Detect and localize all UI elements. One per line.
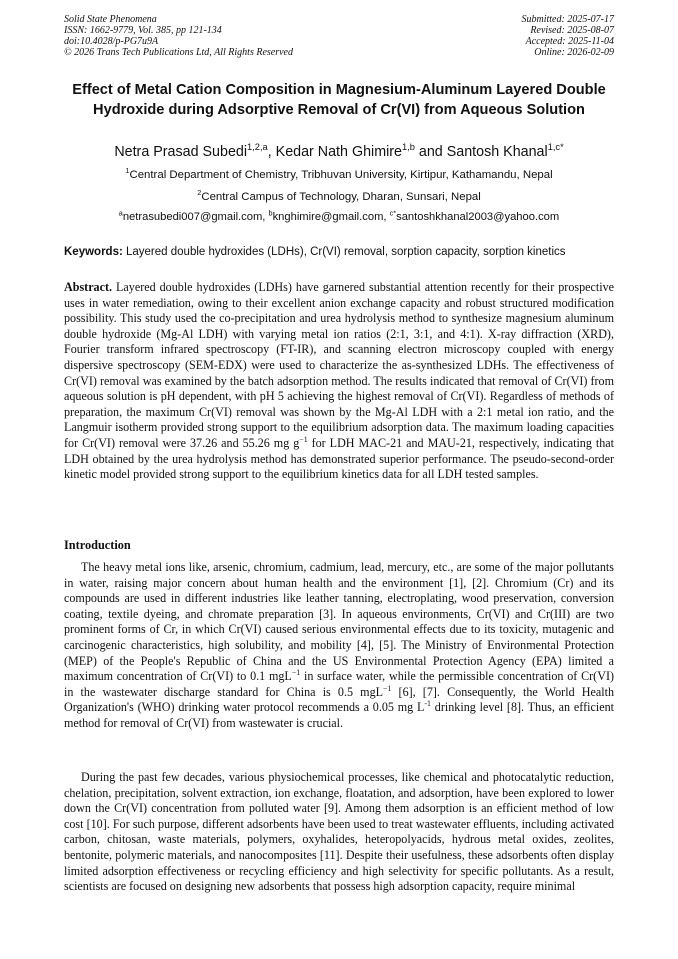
abstract-label: Abstract. xyxy=(64,280,113,294)
keywords-line xyxy=(64,245,624,260)
author-affiliation-mark: 1,c* xyxy=(547,142,564,153)
affiliation-2 xyxy=(40,190,638,205)
paragraph-text: [6], [7]. Consequently, the World Health Organization's (WHO) drinking water protocol recommends a 0.05 mg L xyxy=(64,684,614,715)
accepted-date: Accepted: 2025-11-04 xyxy=(525,36,614,47)
paper-title: Effect of Metal Cation Composition in Magnesium-Aluminum Layered Double Hydroxide during Adsorptive Removal of Cr(VI) from Aqueous Solution xyxy=(72,82,606,118)
copyright-line: © 2026 Trans Tech Publications Ltd, All Rights Reserved xyxy=(64,47,293,58)
submitted-date: Submitted: 2025-07-17 xyxy=(521,14,614,25)
affiliation-mark: 1 xyxy=(125,166,130,176)
unit-exponent: −1 xyxy=(299,434,308,444)
author-list: Netra Prasad Subedi$^{1,2,a}$, Kedar Nath Ghimire$^{1,b}$ and Santosh Khanal$^{1,c*}$ xyxy=(114,142,564,160)
unit-exponent: −1 xyxy=(291,668,301,678)
email-mark: c* xyxy=(389,208,397,218)
author-name: Santosh Khanal xyxy=(446,144,548,160)
email-mark: a xyxy=(118,208,123,218)
publication-dates xyxy=(522,14,615,58)
unit-exponent: −1 xyxy=(383,683,392,693)
affiliation-1 xyxy=(40,168,638,183)
abstract xyxy=(64,280,614,483)
online-date: Online: 2026-02-09 xyxy=(534,47,614,58)
keywords-label: Keywords: xyxy=(64,246,123,258)
author-name: Netra Prasad Subedi xyxy=(114,144,248,160)
abstract-text: Layered double hydroxides (LDHs) have garnered substantial attention recently for their prospective uses in water remediation, owing to their excellent anion exchange capacity and robust structured modification possibility. This study used the co-precipitation and urea hydrolysis method to synthesize magnesium aluminum double hydroxide (Mg-Al LDH) with varying metal ion ratios (2:1, 3:1, and 4:1). X-ray diffraction (XRD), Fourier transform infrared spectroscopy (FT-IR), and scanning electron microscopy coupled with energy dispersive spectroscopy (SEM-EDX) were used to characterize the as-synthesized LDHs. The effectiveness of Cr(VI) removal was examined by the batch adsorption method. The results indicated that removal of Cr(VI) from aqueous solution is pH dependent, with pH 5 achieving the highest removal of Cr(VI). Regardless of methods of preparation, the maximum Cr(VI) removal was shown by the Mg-Al LDH with a 2:1 metal ion ratio, and the Langmuir isotherm provided strong support to the equilibrium adsorption data. The maximum loading capacities for Cr(VI) removal were 37.26 and 55.26 mg g xyxy=(64,280,614,450)
paragraph-text: The heavy metal ions like, arsenic, chromium, cadmium, lead, mercury, etc., are some of the major pollutants in water, raising major concern about human health and the environment [1], [2]. Chromium (Cr) and its compounds are used in different industries like leather tanning, electroplating, wood preservation, conversion coating, textile dyeing, and chromate preparation [3]. In aqueous environments, Cr(VI) and Cr(III) are two prominent forms of Cr, in which Cr(VI) caused serious environmental effects due to its toxicity, mutagenic and carcinogenic characteristics, high solubility, and mobility [4], [5]. The Ministry of Environmental Protection (MEP) of the People's Republic of China and the US Environmental Protection Agency (EPA) limited a maximum concentration of Cr(VI) to 0.1 mgL xyxy=(64,560,614,684)
section-heading-introduction: Introduction xyxy=(64,538,131,552)
revised-date: Revised: 2025-08-07 xyxy=(530,25,614,36)
issn-line: ISSN: 1662-9779, Vol. 385, pp 121-134 xyxy=(64,25,222,36)
unit-exponent: -1 xyxy=(424,699,431,709)
intro-paragraph-1 xyxy=(64,560,614,732)
email-link[interactable]: santoshkhanal2003@yahoo.com xyxy=(396,211,560,223)
paragraph-text: in surface water, while the permissible concentration of Cr(VI) in the wastewater discharge standard for China is 0.5 mgL xyxy=(64,669,614,699)
journal-info xyxy=(64,14,293,58)
intro-paragraph-2: During the past few decades, various physiochemical processes, like chemical and photocatalytic reduction, chelation, precipitation, solvent extraction, ion exchange, floatation, and adsorption, have been explored to lower down the Cr(VI) concentration from polluted water [9]. Among them adsorption is an efficient method of low cost [10]. For such purpose, different adsorbents have been used to treat wastewater effluents, including activated carbon, chitosan, waste materials, polymers, oxyhalides, heteropolyacids, hydrous metal oxides, zeolites, bentonite, polymeric materials, and nanocomposites [11]. Despite their usefulness, these adsorbents often display limited adsorption effectiveness or recycling efficiency and high selectivity for specific pollutants. As a result, scientists are focused on designing new adsorbents that possess high adsorption capacity, require minimal xyxy=(64,770,614,894)
author-name: Kedar Nath Ghimire xyxy=(275,144,402,160)
email-link[interactable]: knghimire@gmail.com, xyxy=(272,211,387,223)
email-link[interactable]: netrasubedi007@gmail.com, xyxy=(122,211,266,223)
abstract-text: for LDH MAC-21 and MAU-21, respectively, indicating that LDH obtained by the urea hydrolysis method has demonstrated superior performance. The pseudo-second-order kinetic model provided strong support to the equilibrium kinetics data for all LDH tested samples. xyxy=(64,435,615,482)
author-conjunction: and xyxy=(418,144,443,160)
keywords-text: Layered double hydroxides (LDHs), Cr(VI) removal, sorption capacity, sorption kinetics xyxy=(126,246,566,258)
author-affiliation-mark: 1,2,a xyxy=(247,142,268,153)
author-affiliation-mark: 1,b xyxy=(402,142,415,153)
author-emails xyxy=(40,210,638,225)
affiliation-mark: 2 xyxy=(197,188,202,198)
email-mark: b xyxy=(268,208,273,218)
paragraph-text: drinking level [8]. Thus, an efficient method for removal of Cr(VI) from wastewater is crucial. xyxy=(64,700,614,730)
journal-name: Solid State Phenomena xyxy=(64,14,157,25)
doi-line: doi:10.4028/p-PG7u9A xyxy=(64,36,159,47)
affiliation-text: Central Campus of Technology, Dharan, Sunsari, Nepal xyxy=(201,191,481,203)
affiliation-text: Central Department of Chemistry, Tribhuvan University, Kirtipur, Kathamandu, Nepal xyxy=(129,169,553,181)
